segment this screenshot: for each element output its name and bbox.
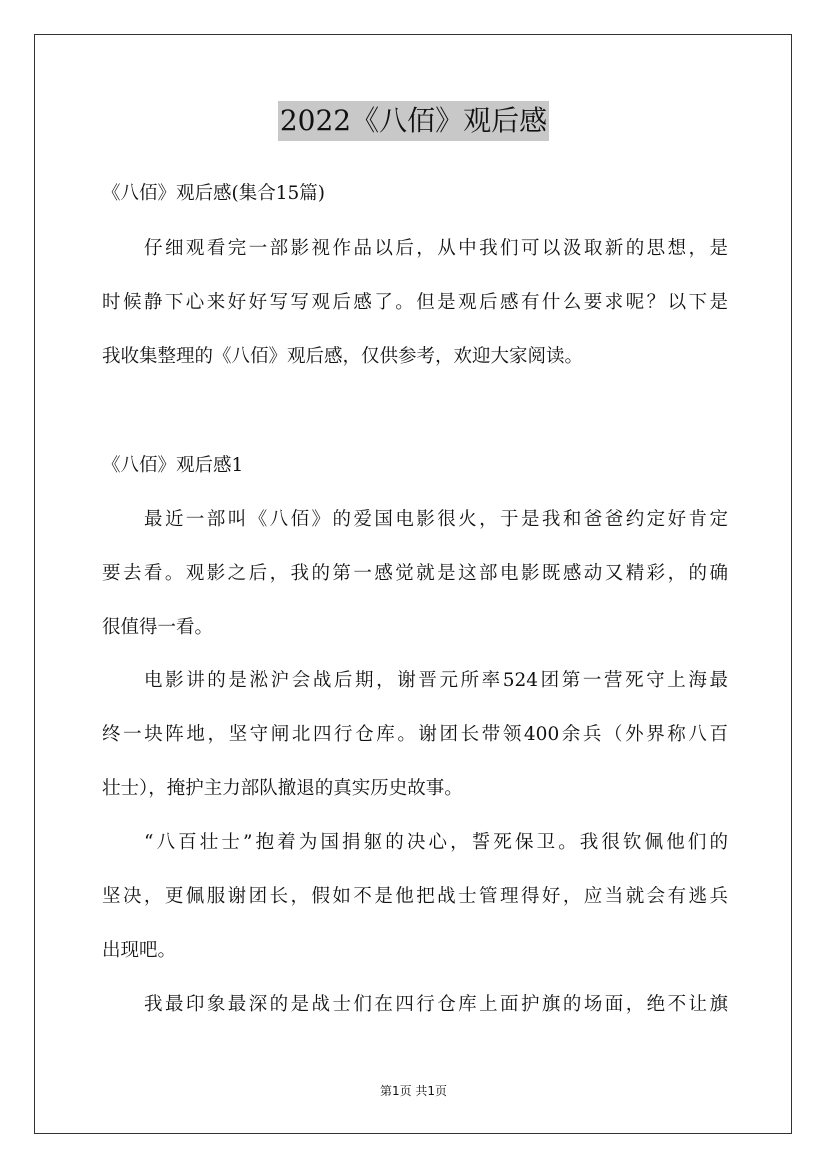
paragraph3-line-2: 坚决，更佩服谢团长，假如不是他把战士管理得好，应当就会有逃兵 (102, 886, 728, 907)
title-container (0, 101, 827, 141)
document-subtitle: 《八佰》观后感(集合15篇) (102, 183, 325, 204)
document-title: 2022《八佰》观后感 (278, 101, 549, 141)
paragraph3-line-3: 出现吧。 (102, 940, 177, 961)
section-heading: 《八佰》观后感1 (102, 455, 244, 476)
paragraph2-line-2: 终一块阵地，坚守闸北四行仓库。谢团长带领400余兵（外界称八百 (102, 724, 728, 745)
paragraph1-line-2: 要去看。观影之后，我的第一感觉就是这部电影既感动又精彩，的确 (102, 563, 728, 584)
intro-line-2: 时候静下心来好好写写观后感了。但是观后感有什么要求呢？以下是 (102, 292, 728, 313)
intro-line-3: 我收集整理的《八佰》观后感，仅供参考，欢迎大家阅读。 (102, 346, 584, 367)
paragraph1-line-3: 很值得一看。 (102, 617, 214, 638)
paragraph2-line-1: 电影讲的是淞沪会战后期，谢晋元所率524团第一营死守上海最 (144, 670, 728, 691)
intro-line-1: 仔细观看完一部影视作品以后，从中我们可以汲取新的思想，是 (144, 238, 728, 259)
paragraph4-line-1: 我最印象最深的是战士们在四行仓库上面护旗的场面，绝不让旗 (144, 994, 728, 1015)
paragraph1-line-1: 最近一部叫《八佰》的爱国电影很火，于是我和爸爸约定好肯定 (144, 509, 728, 530)
page-footer: 第1页 共1页 (379, 1084, 448, 1098)
paragraph3-line-1: “八百壮士”抱着为国捐躯的决心，誓死保卫。我很钦佩他们的 (144, 832, 728, 853)
paragraph2-line-3: 壮士），掩护主力部队撤退的真实历史故事。 (102, 778, 463, 799)
